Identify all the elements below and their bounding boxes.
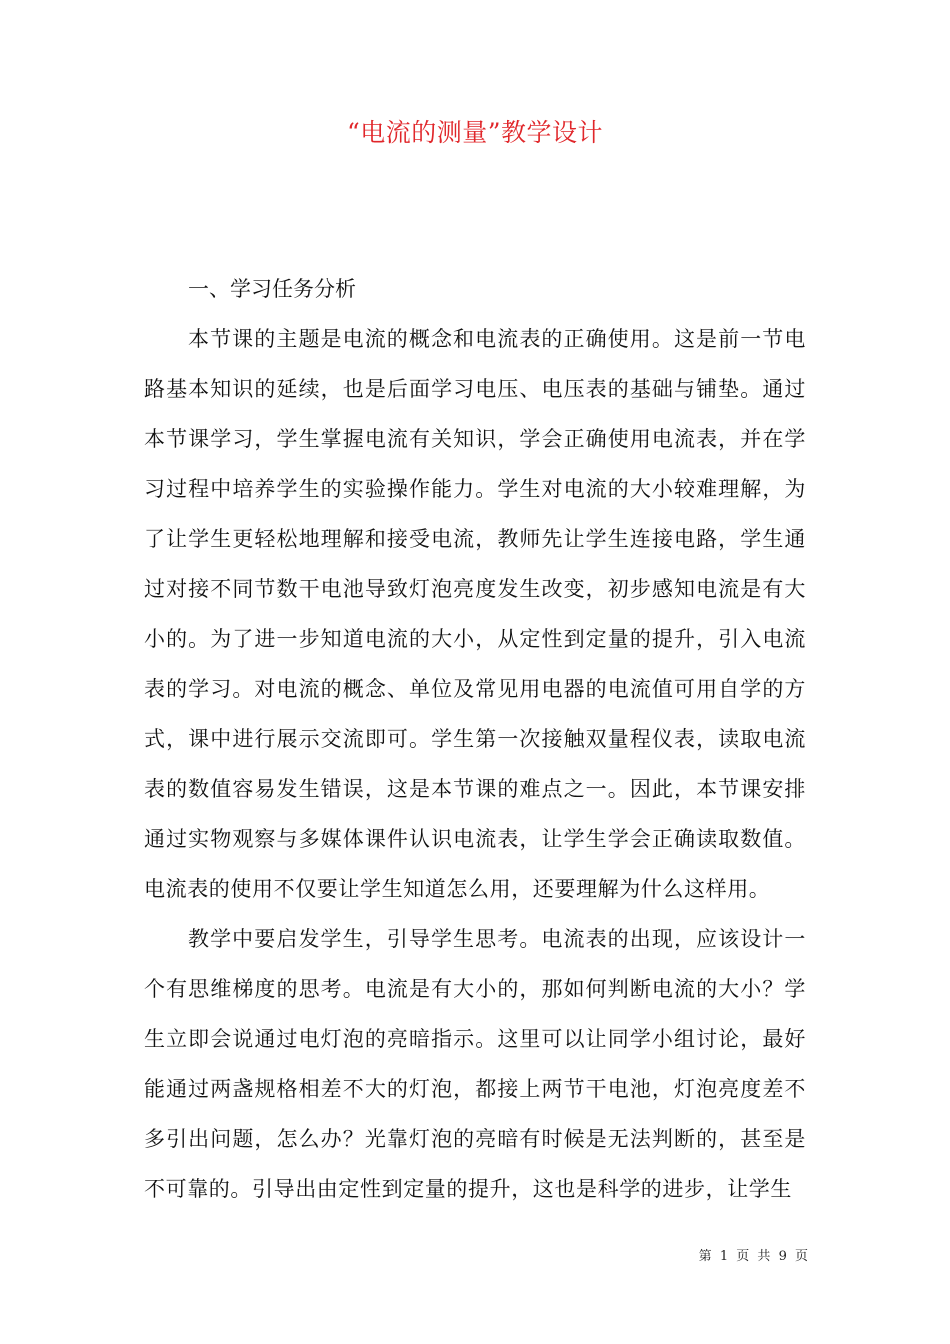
paragraph-1: 本节课的主题是电流的概念和电流表的正确使用。这是前一节电路基本知识的延续，也是后面学习电压、电压表的基础与铺垫。通过本节课学习，学生掌握电流有关知识，学会正确使用电流表，并在学习过程中培养学生的实验操作能力。学生对电流的大小较难理解，为了让学生更轻松地理解和接受电流，教师先让学生连接电路，学生通过对接不同节数干电池导致灯泡亮度发生改变，初步感知电流是有大小的。为了进一步知道电流的大小，从定性到定量的提升，引入电流表的学习。对电流的概念、单位及常见用电器的电流值可用自学的方式，课中进行展示交流即可。学生第一次接触双量程仪表，读取电流表的数值容易发生错误，这是本节课的难点之一。因此，本节课安排通过实物观察与多媒体课件认识电流表，让学生学会正确读取数值。电流表的使用不仅要让学生知道怎么用，还要理解为什么这样用。 <box>144 327 806 901</box>
footer-total-pages: 9 <box>778 1249 789 1264</box>
document-title: “电流的测量”教学设计 <box>346 118 604 147</box>
footer-page-word: 页 <box>736 1249 752 1264</box>
paragraph-2: 教学中要启发学生，引导学生思考。电流表的出现，应该设计一个有思维梯度的思考。电流是有大小的，那如何判断电流的大小？学生立即会说通过电灯泡的亮暗指示。这里可以让同学小组讨论，最好能通过两盏规格相差不大的灯泡，都接上两节干电池，灯泡亮度差不多引出问题，怎么办？光靠灯泡的亮暗有时候是无法判断的，甚至是不可靠的。引导出由定性到定量的提升，这也是科学的进步，让学生 <box>144 927 806 1201</box>
document-body <box>144 264 806 1214</box>
footer-prefix: 第 <box>698 1249 714 1264</box>
footer-total-word: 页 <box>794 1249 810 1264</box>
footer-total-prefix: 共 <box>757 1249 773 1264</box>
page-footer <box>620 1248 810 1266</box>
section-heading: 一、学习任务分析 <box>188 277 356 301</box>
footer-page-number: 1 <box>719 1249 731 1264</box>
